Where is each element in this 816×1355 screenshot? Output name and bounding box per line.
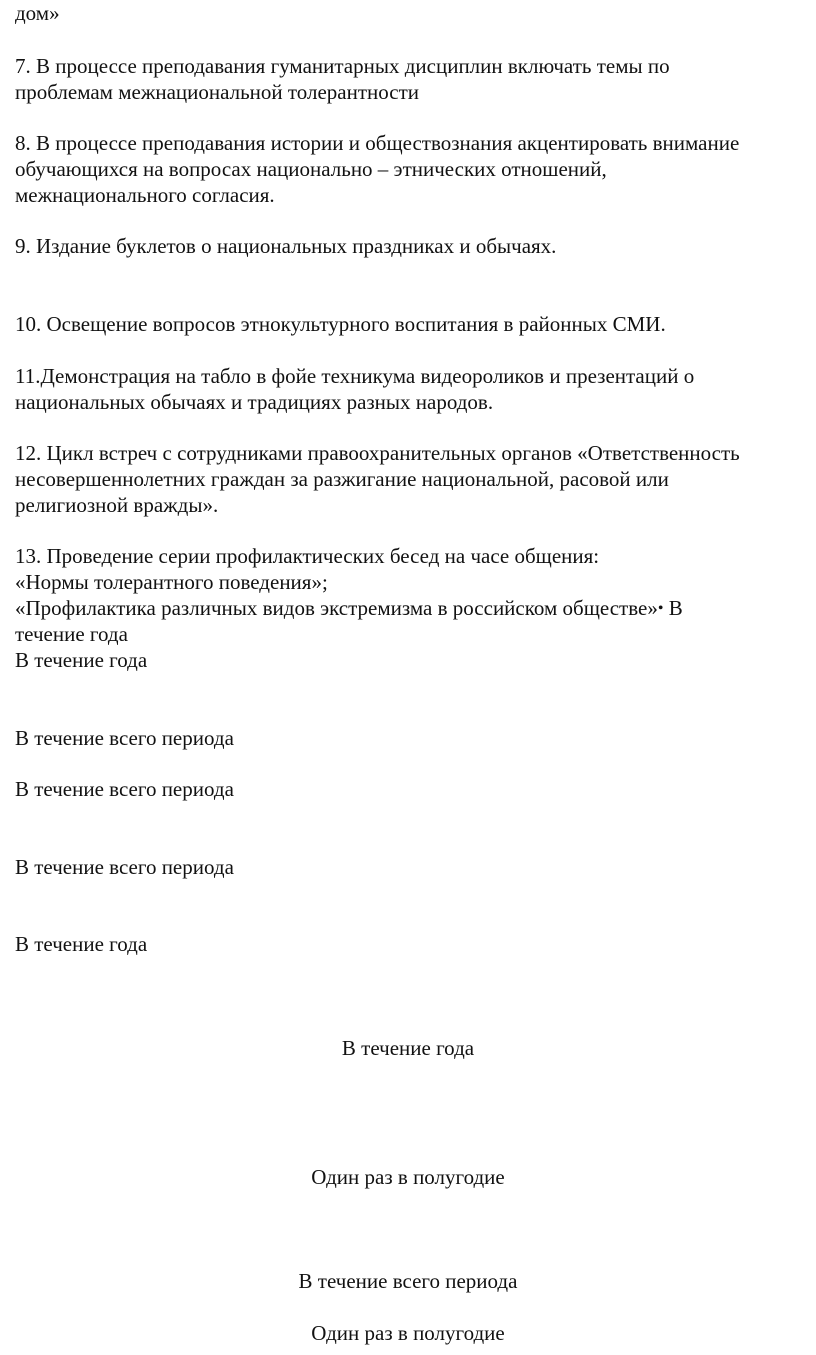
item-8-line-1: 8. В процессе преподавания истории и обществознания акцентировать внимание — [15, 131, 740, 155]
item-13-line-1: 13. Проведение серии профилактических бесед на часе общения: — [15, 544, 600, 568]
term-centered: Один раз в полугодие — [311, 1165, 505, 1189]
term-centered: В течение года — [341, 1036, 475, 1060]
term-line: В течение года — [15, 648, 148, 672]
term-line: В течение всего периода — [15, 726, 234, 750]
item-13-line-2: «Нормы толерантного поведения»; — [15, 570, 328, 594]
item-13-topic: «Профилактика различных видов экстремизма в российском обществе» — [15, 596, 658, 620]
item-13-line-3 — [15, 595, 683, 622]
term-centered: В течение всего периода — [298, 1269, 518, 1293]
item-9: 9. Издание буклетов о национальных праздниках и обычаях. — [15, 234, 557, 258]
term-line: В течение всего периода — [15, 777, 234, 801]
bullet-icon: • — [657, 600, 664, 617]
item-12-line-3: религиозной вражды». — [15, 493, 219, 517]
item-10: 10. Освещение вопросов этнокультурного воспитания в районных СМИ. — [15, 312, 666, 336]
term-line: В течение всего периода — [15, 855, 234, 879]
item-7-line-1: 7. В процессе преподавания гуманитарных дисциплин включать темы по — [15, 54, 670, 78]
item-8-line-3: межнационального согласия. — [15, 183, 275, 207]
item-12-line-2: несовершеннолетних граждан за разжигание национальной, расовой или — [15, 467, 669, 491]
item-12-line-1: 12. Цикл встреч с сотрудниками правоохранительных органов «Ответственность — [15, 441, 740, 465]
item-13-tail: В — [663, 596, 683, 620]
item-11-line-1: 11.Демонстрация на табло в фойе техникума видеороликов и презентаций о — [15, 364, 695, 388]
text-line: дом» — [15, 1, 60, 25]
item-7-line-2: проблемам межнациональной толерантности — [15, 80, 420, 104]
item-8-line-2: обучающихся на вопросах национально – этнических отношений, — [15, 157, 607, 181]
term-line: В течение года — [15, 932, 148, 956]
item-13-line-4: течение года — [15, 622, 128, 646]
term-centered: Один раз в полугодие — [311, 1321, 505, 1345]
item-11-line-2: национальных обычаях и традициях разных народов. — [15, 390, 494, 414]
